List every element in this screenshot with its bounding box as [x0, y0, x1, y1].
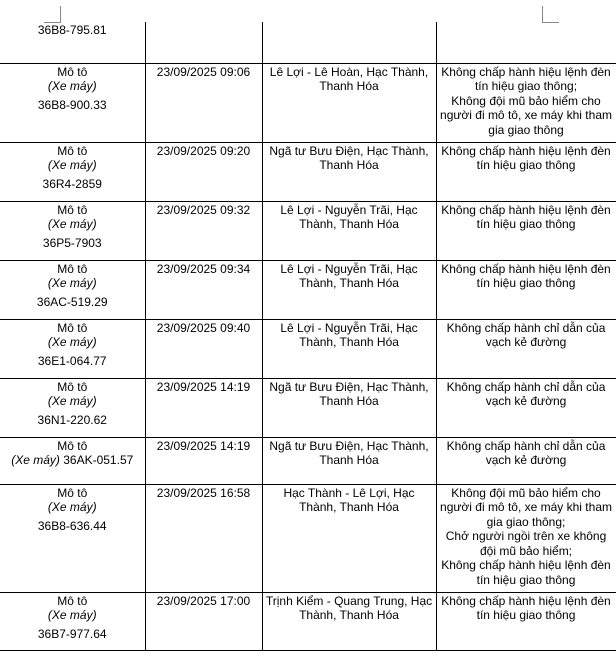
margin-marker-right	[542, 6, 559, 23]
violation-text: Không đội mũ bảo hiểm cho người đi mô tô, xe máy khi tham gia giao thông;	[440, 485, 612, 529]
vehicle-cell	[0, 22, 145, 63]
table-row	[0, 319, 616, 378]
time-cell: 23/09/2025 09:32	[145, 201, 262, 260]
vehicle-subtype: (Xe máy)	[47, 394, 97, 408]
license-plate: 36B8-636.44	[37, 518, 107, 533]
violation-text: Không chấp hành hiệu lệnh đèn tín hiệu giao thông;	[441, 64, 611, 93]
table-row	[0, 592, 616, 650]
table-row	[0, 142, 616, 201]
violation-cell	[436, 63, 616, 142]
vehicle-subtype: (Xe máy)	[47, 335, 97, 349]
table-row	[0, 260, 616, 319]
time-cell: 23/09/2025 09:20	[145, 142, 262, 201]
license-plate: 36B8-900.33	[37, 97, 107, 112]
location-cell: Lê Lợi - Nguyễn Trãi, Hạc Thành, Thanh Hóa	[262, 319, 436, 378]
violations-table	[0, 22, 616, 651]
time-cell: 23/09/2025 09:40	[145, 319, 262, 378]
license-plate: 36E1-064.77	[37, 353, 107, 368]
violation-text: Không chấp hành hiệu lệnh đèn tín hiệu giao thông	[441, 202, 611, 231]
table-row	[0, 63, 616, 142]
vehicle-cell	[0, 378, 145, 437]
license-plate: 36P5-7903	[42, 235, 102, 250]
violation-text: Không chấp hành chỉ dẫn của vạch kẻ đường	[446, 438, 606, 467]
vehicle-cell	[0, 484, 145, 592]
location-cell: Lê Lợi - Nguyễn Trãi, Hạc Thành, Thanh Hóa	[262, 260, 436, 319]
vehicle-type: Mô tô	[57, 485, 88, 500]
vehicle-subtype: (Xe máy)	[47, 158, 97, 172]
vehicle-subtype: (Xe máy)	[47, 79, 97, 93]
location-cell	[262, 22, 436, 63]
time-cell: 23/09/2025 09:34	[145, 260, 262, 319]
vehicle-type: Mô tô	[57, 593, 88, 608]
vehicle-cell	[0, 142, 145, 201]
vehicle-cell	[0, 437, 145, 484]
license-plate: 36AC-519.29	[36, 294, 108, 309]
vehicle-cell	[0, 319, 145, 378]
violation-cell	[436, 484, 616, 592]
license-plate: 36B8-795.81	[37, 23, 107, 37]
vehicle-cell	[0, 201, 145, 260]
time-cell	[145, 22, 262, 63]
table-row	[0, 484, 616, 592]
time-cell: 23/09/2025 14:19	[145, 378, 262, 437]
vehicle-type: Mô tô	[57, 202, 88, 217]
location-cell: Ngã tư Bưu Điện, Hạc Thành, Thanh Hóa	[262, 378, 436, 437]
vehicle-subtype: (Xe máy)	[47, 276, 97, 290]
vehicle-type: Mô tô	[57, 261, 88, 276]
violation-text: Không chấp hành hiệu lệnh đèn tín hiệu giao thông	[441, 143, 611, 172]
margin-marker-left	[44, 6, 61, 23]
table-row	[0, 201, 616, 260]
violation-cell	[436, 437, 616, 484]
vehicle-subtype: (Xe máy)	[47, 608, 97, 622]
license-plate: 36AK-051.57	[63, 453, 134, 467]
vehicle-subtype: (Xe máy)	[11, 453, 60, 467]
vehicle-subtype: (Xe máy)	[47, 217, 97, 231]
location-cell: Hạc Thành - Lê Lợi, Hạc Thành, Thanh Hóa	[262, 484, 436, 592]
time-cell: 23/09/2025 16:58	[145, 484, 262, 592]
violation-cell	[436, 260, 616, 319]
violation-cell	[436, 319, 616, 378]
violation-text: Không chấp hành hiệu lệnh đèn tín hiệu giao thông	[441, 593, 611, 622]
violation-text: Không chấp hành hiệu lệnh đèn tín hiệu giao thông	[441, 261, 611, 290]
vehicle-cell	[0, 260, 145, 319]
table-row	[0, 437, 616, 484]
violation-text: Không chấp hành chỉ dẫn của vạch kẻ đường	[446, 320, 606, 349]
time-cell: 23/09/2025 09:06	[145, 63, 262, 142]
violation-text: Chở người ngồi trên xe không đội mũ bảo hiểm;	[445, 529, 607, 558]
table-row	[0, 22, 616, 63]
vehicle-cell	[0, 592, 145, 650]
license-plate: 36R4-2859	[42, 176, 102, 191]
violation-text: Không chấp hành hiệu lệnh đèn tín hiệu giao thông	[441, 558, 611, 587]
time-cell: 23/09/2025 14:19	[145, 437, 262, 484]
vehicle-subtype: (Xe máy)	[47, 500, 97, 514]
violation-cell	[436, 142, 616, 201]
violation-text: Không đội mũ bảo hiểm cho người đi mô tô, xe máy khi tham gia giao thông	[440, 93, 612, 137]
violation-cell	[436, 378, 616, 437]
vehicle-type: Mô tô	[57, 64, 88, 79]
vehicle-type: Mô tô	[57, 320, 88, 335]
vehicle-type: Mô tô	[57, 438, 88, 453]
vehicle-type: Mô tô	[57, 379, 88, 394]
violation-cell	[436, 592, 616, 650]
table-row	[0, 378, 616, 437]
vehicle-type: Mô tô	[57, 143, 88, 158]
time-cell: 23/09/2025 17:00	[145, 592, 262, 650]
location-cell: Ngã tư Bưu Điện, Hạc Thành, Thanh Hóa	[262, 437, 436, 484]
violation-cell	[436, 201, 616, 260]
violation-cell	[436, 22, 616, 63]
location-cell: Ngã tư Bưu Điện, Hạc Thành, Thanh Hóa	[262, 142, 436, 201]
license-plate: 36B7-977.64	[37, 626, 107, 641]
license-plate: 36N1-220.62	[37, 412, 107, 427]
vehicle-cell	[0, 63, 145, 142]
violation-text: Không chấp hành chỉ dẫn của vạch kẻ đường	[446, 379, 606, 408]
location-cell: Trịnh Kiểm - Quang Trung, Hạc Thành, Thanh Hóa	[262, 592, 436, 650]
location-cell: Lê Lợi - Lê Hoàn, Hạc Thành, Thanh Hóa	[262, 63, 436, 142]
location-cell: Lê Lợi - Nguyễn Trãi, Hạc Thành, Thanh Hóa	[262, 201, 436, 260]
